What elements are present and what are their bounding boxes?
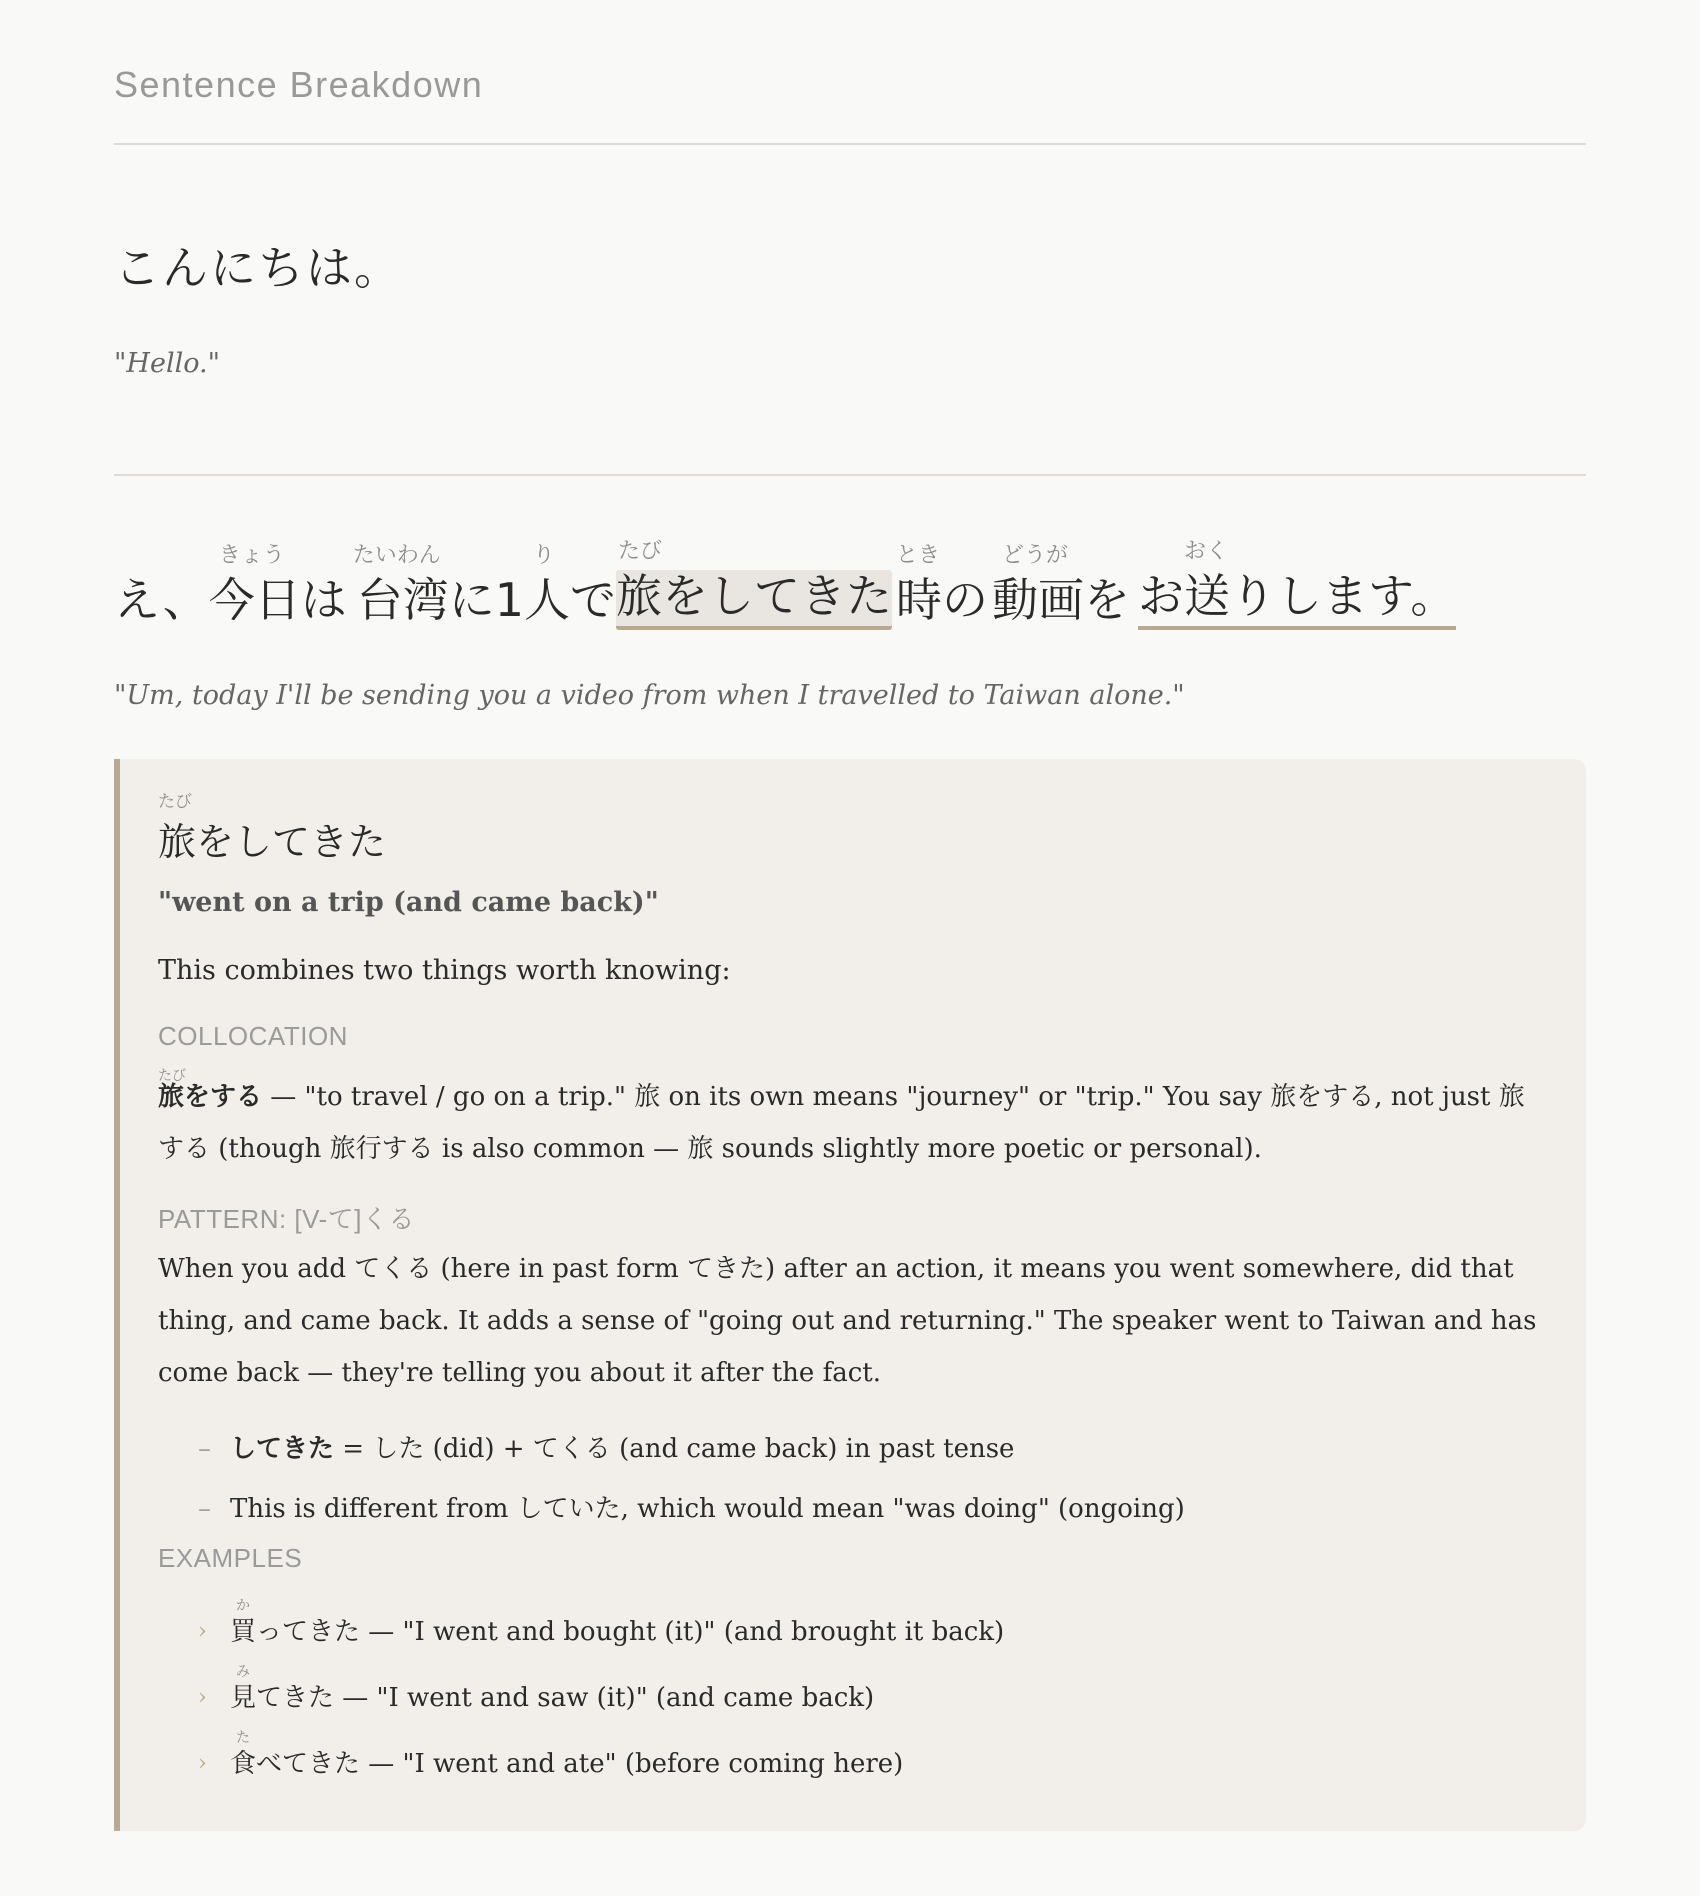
examples-list	[198, 1591, 1548, 1789]
furigana: たび	[158, 1068, 186, 1084]
example-item	[198, 1723, 1548, 1789]
furigana: たび	[158, 792, 192, 812]
example-text: 食べてきた — "I went and ate" (before coming here)	[230, 1749, 904, 1779]
furigana: たいわん	[352, 543, 441, 568]
word-segment[interactable]	[114, 540, 209, 630]
furigana: とき	[896, 543, 941, 568]
word-segment[interactable]	[992, 540, 1130, 630]
word-segment[interactable]	[896, 540, 988, 630]
pattern-bullets	[198, 1419, 1548, 1539]
pattern-paragraph: When you add てくる (here in past form てきた) after an action, it means you went somewhere, did that thing, and came back. It adds a sense of "going out and returning." The speaker went to Taiwan and has come back — they're telling you about it after the fact.	[158, 1254, 1537, 1388]
sentence-translation: "Hello."	[114, 348, 220, 379]
furigana: か	[236, 1598, 250, 1614]
furigana: きょう	[218, 543, 285, 568]
word-segment[interactable]	[209, 540, 347, 630]
chevron-right-icon: ›	[198, 1685, 207, 1710]
detail-card	[114, 759, 1586, 1831]
detail-gloss: "went on a trip (and came back)"	[158, 887, 659, 918]
sentence-japanese[interactable]: こんにちは。	[114, 241, 402, 295]
word-segment-selected[interactable]	[616, 536, 892, 630]
dash-bullet-icon: –	[198, 1494, 211, 1524]
furigana: た	[236, 1730, 250, 1746]
page-title: Sentence Breakdown	[114, 64, 484, 105]
collocation-paragraph	[158, 1068, 1548, 1175]
example-item	[198, 1657, 1548, 1723]
collocation-text: — "to travel / go on a trip." 旅 on its own means "journey" or "trip." You say 旅をする, not just 旅する (though 旅行する is also common — 旅 sounds slightly more poetic or personal).	[158, 1082, 1525, 1164]
furigana: おく	[1184, 539, 1229, 564]
segment-text: 動画を	[992, 573, 1131, 627]
bullet-text: This is different from していた, which would mean "was doing" (ongoing)	[230, 1494, 1185, 1524]
list-item	[198, 1419, 1548, 1479]
segment-text: お送りします。	[1138, 570, 1456, 630]
example-text: 買ってきた — "I went and bought (it)" (and brought it back)	[230, 1617, 1005, 1647]
chevron-right-icon: ›	[198, 1619, 207, 1644]
word-segment-underlined[interactable]	[1138, 536, 1456, 630]
word-segment[interactable]	[495, 540, 616, 630]
bullet-text: = した (did) + てくる (and came back) in past tense	[334, 1434, 1015, 1464]
section-label-pattern: PATTERN: [V-て]くる	[158, 1204, 415, 1234]
segment-text: 時の	[896, 573, 989, 627]
segment-text: 台湾に	[356, 573, 495, 627]
segment-text: 今日は	[208, 573, 347, 627]
term-text: 旅をする	[158, 1082, 263, 1112]
furigana: り	[532, 543, 555, 568]
section-label-collocation: COLLOCATION	[158, 1021, 348, 1051]
collocation-term	[158, 1068, 263, 1123]
divider	[114, 474, 1586, 476]
sentence-japanese-segmented	[114, 540, 1456, 630]
example-text: 見てきた — "I went and saw (it)" (and came back)	[230, 1683, 875, 1713]
dash-bullet-icon: –	[198, 1434, 211, 1464]
segment-text: 旅をしてきた	[616, 570, 892, 630]
detail-heading	[158, 789, 386, 866]
chevron-right-icon: ›	[198, 1751, 207, 1776]
furigana: み	[236, 1664, 250, 1680]
divider	[114, 143, 1586, 145]
section-label-examples: EXAMPLES	[158, 1543, 303, 1573]
list-item	[198, 1479, 1548, 1539]
furigana: たび	[618, 539, 663, 564]
bullet-bold: してきた	[230, 1434, 335, 1464]
example-item	[198, 1591, 1548, 1657]
segment-text: え、	[114, 573, 209, 627]
detail-intro: This combines two things worth knowing:	[158, 955, 731, 986]
detail-heading-text: 旅をしてきた	[158, 820, 387, 864]
sentence-translation: "Um, today I'll be sending you a video from when I travelled to Taiwan alone."	[114, 680, 1185, 711]
furigana: どうが	[1002, 543, 1069, 568]
word-segment[interactable]	[352, 540, 495, 630]
segment-text: 1人で	[494, 573, 617, 627]
